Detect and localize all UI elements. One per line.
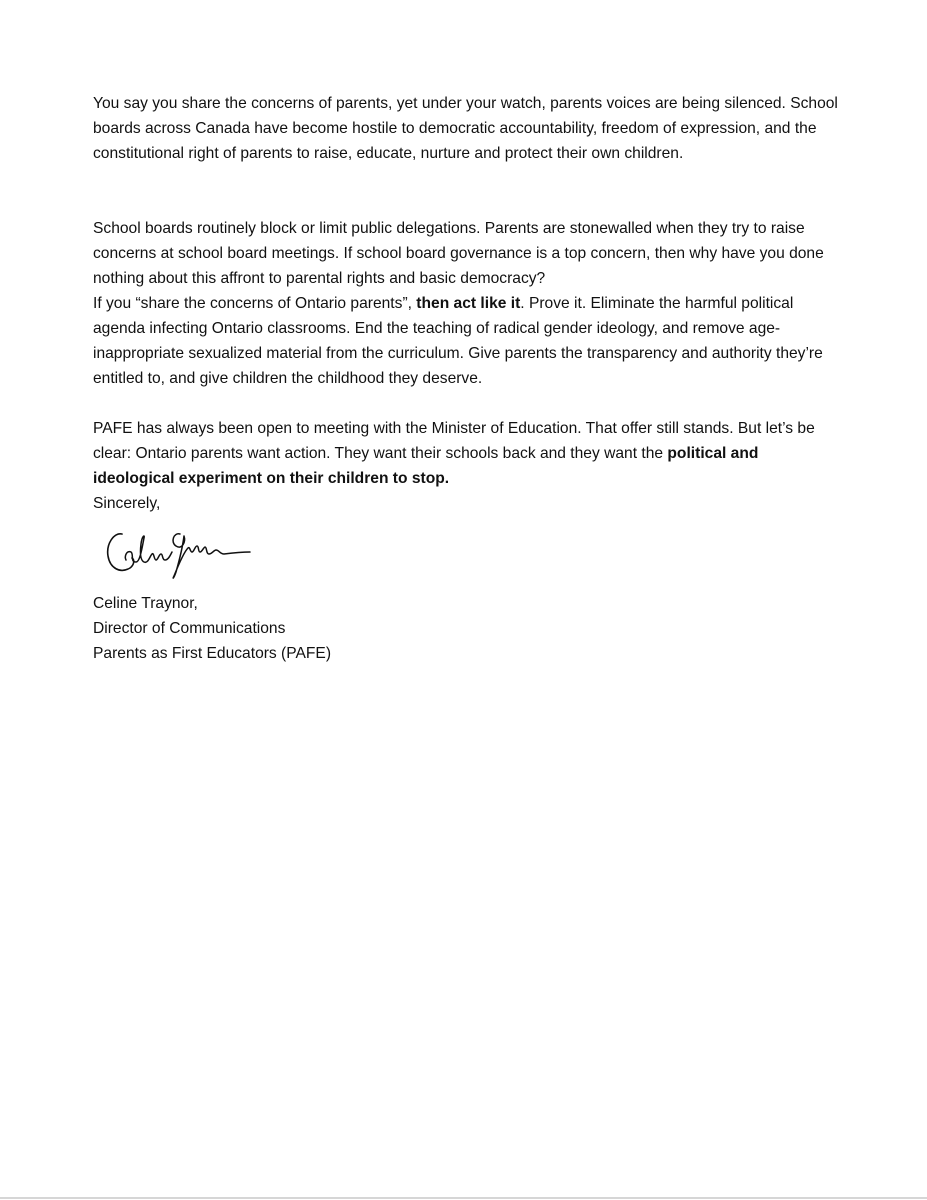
paragraph-3-text-b: . Prove it. Eliminate the harmful political agenda infecting Ontario classrooms. End the teaching of radical gender ideology, and remove age-inappropriate sexualized material from the curriculum. Give parents the transparency and authority they’re entitled to, and give children the childhood they deserve. — [93, 295, 823, 387]
paragraph-3-text-a: If you “share the concerns of Ontario parents”, — [93, 295, 417, 312]
paragraph-2-text: School boards routinely block or limit public delegations. Parents are stonewalled when they try to raise concerns at school board meetings. If school board governance is a top concern, then why have you done nothing about this affront to parental rights and basic democracy? — [93, 220, 824, 287]
paragraph-silenced-voices — [93, 91, 838, 166]
paragraph-1-text: You say you share the concerns of parents, yet under your watch, parents voices are being silenced. School boards across Canada have become hostile to democratic accountability, freedom of expression, and the constitutional right of parents to raise, educate, nurture and protect their own children. — [93, 95, 838, 162]
paragraph-3-bold: then act like it — [416, 295, 521, 312]
paragraph-pafe-offer — [93, 416, 838, 491]
signer-block — [93, 591, 493, 666]
signer-title: Director of Communications — [93, 620, 286, 637]
closing-salutation: Sincerely, — [93, 495, 161, 512]
paragraph-4-text-a: PAFE has always been open to meeting with the Minister of Education. That offer still stands. But let’s be clear: Ontario parents want action. They want their schools back and they want the — [93, 420, 815, 462]
page-bottom-divider — [0, 1197, 927, 1199]
paragraph-public-delegations — [93, 216, 838, 291]
signer-name: Celine Traynor, — [93, 595, 198, 612]
paragraph-4-bold: political and ideological experiment on their children to stop. — [93, 445, 759, 487]
paragraph-act-like-it — [93, 291, 838, 391]
handwritten-signature — [100, 522, 260, 582]
signer-organization: Parents as First Educators (PAFE) — [93, 645, 332, 662]
